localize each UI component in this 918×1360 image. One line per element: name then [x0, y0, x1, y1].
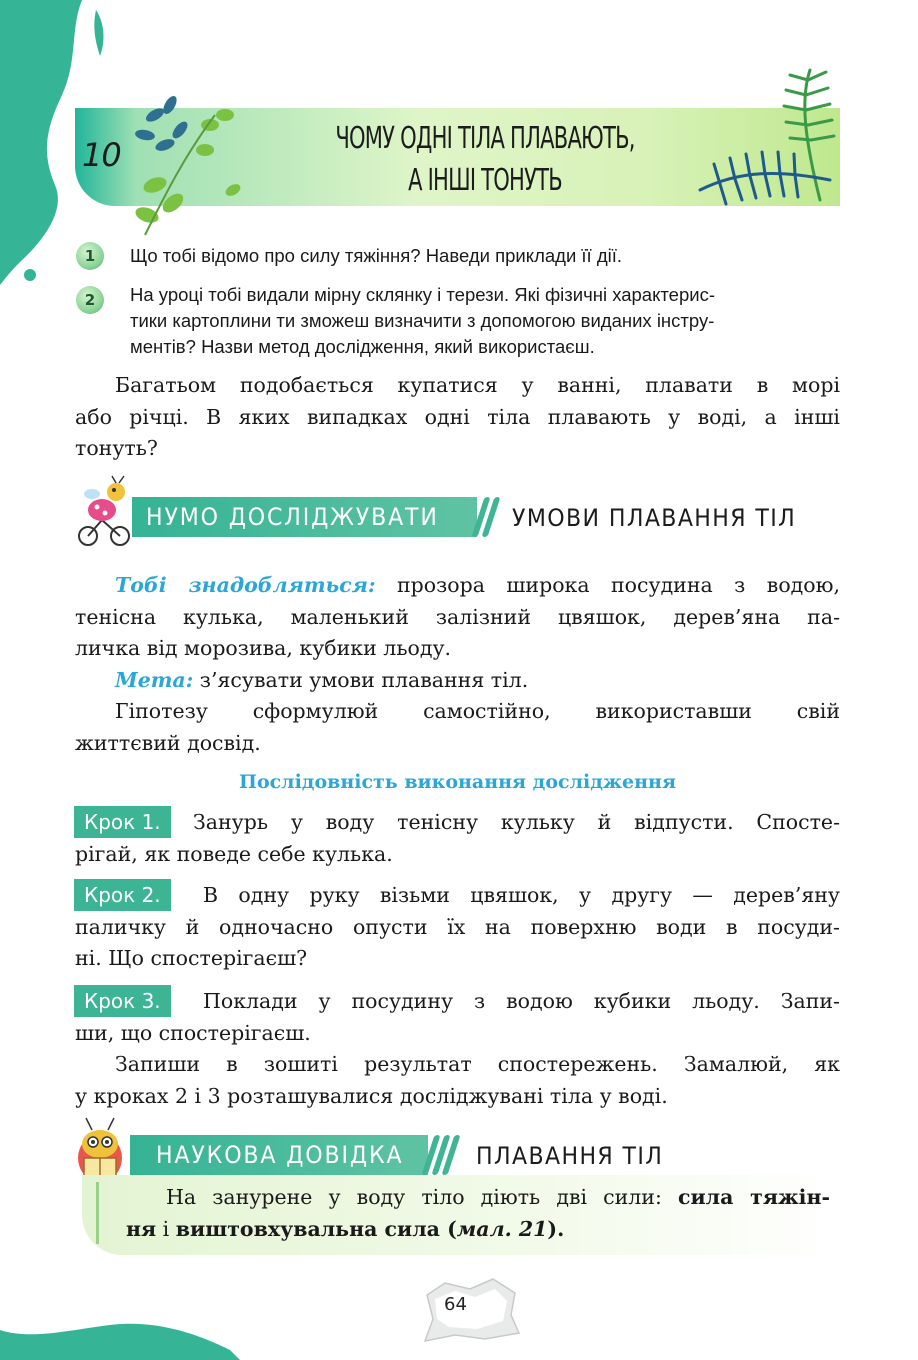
intro-line: тонуть? [75, 436, 158, 460]
needs-line: тенісна кулька, маленький залізний цвяшок, дерев’яна па- [75, 604, 840, 629]
reference-plain: і [156, 1216, 176, 1241]
strip-slashes [478, 497, 498, 541]
step-3-label: Крок 3. [74, 985, 171, 1017]
reference-bold: сила тяжін- [677, 1185, 830, 1209]
needs-paragraph [75, 570, 840, 759]
needs-label: Тобі знадобляться: [115, 573, 376, 597]
reference-plain: ( [439, 1216, 457, 1241]
reference-bold: ня [126, 1216, 157, 1241]
question-2-text [130, 282, 842, 360]
decorative-splash-bottom [0, 1300, 260, 1360]
step-line: ши, що спостерігаєш. [75, 1020, 311, 1045]
intro-paragraph [75, 370, 840, 465]
question-2-line: тики картоплини ти зможеш визначити з допомогою виданих інстру- [130, 310, 715, 331]
leaf-decoration-left [125, 75, 265, 245]
goal-label: Мета: [115, 667, 194, 692]
page-number: 64 [444, 1294, 467, 1315]
record-line: у кроках 2 і 3 розташувалися досліджувані тіла у воді. [75, 1083, 668, 1108]
reference-text [126, 1182, 830, 1245]
step-1-text [75, 807, 840, 870]
step-line: ні. Що спостерігаєш? [75, 946, 308, 970]
needs-line [75, 570, 840, 602]
reference-bold: виштовхувальна сила [175, 1216, 440, 1241]
step-3-text [75, 986, 840, 1112]
step-line: Поклади у посудину з водою кубики льоду. Запи- [203, 989, 840, 1013]
intro-line: або річці. В яких випадках одні тіла плавають у воді, а інші [75, 404, 840, 429]
goal-text: з’ясувати умови плавання тіл. [193, 667, 529, 692]
question-2-line: ментів? Назви метод дослідження, який використаєш. [130, 336, 595, 357]
reference-box-line [96, 1182, 99, 1244]
lesson-title-line-2: А ІНШІ ТОНУТЬ [408, 163, 562, 198]
question-2-line: На уроці тобі видали мірну склянку і терези. Які фізичні характерис- [130, 284, 715, 305]
reference-figure-ref: мал. 21 [456, 1216, 548, 1241]
reference-plain: ). [547, 1216, 565, 1241]
strip-slashes [428, 1135, 458, 1179]
torn-paper-decoration [415, 1275, 525, 1345]
question-badge-1: 1 [76, 242, 104, 270]
step-line: Занурь у воду тенісну кульку й відпусти. Спосте- [193, 810, 840, 834]
question-badge-2: 2 [76, 286, 104, 314]
step-2-text [75, 880, 840, 975]
reference-label: НАУКОВА ДОВІДКА [156, 1141, 404, 1169]
research-topic: УМОВИ ПЛАВАННЯ ТІЛ [512, 504, 797, 532]
research-label: НУМО ДОСЛІДЖУВАТИ [146, 503, 439, 531]
record-line: Запиши в зошиті результат спостережень. Замалюй, як [115, 1052, 840, 1076]
sequence-heading: Послідовність виконання дослідження [239, 771, 676, 793]
fern-decoration-right [690, 60, 840, 210]
needs-line: личка від морозива, кубики льоду. [75, 636, 452, 660]
hypothesis-line: життєвий досвід. [75, 730, 261, 755]
intro-line: Багатьом подобається купатися у ванні, плавати в морі [115, 373, 840, 397]
question-1-text: Що тобі відомо про силу тяжіння? Наведи приклади її дії. [130, 245, 623, 266]
reference-line [126, 1214, 830, 1246]
step-line: рігай, як поведе себе кулька. [75, 841, 393, 866]
reference-topic: ПЛАВАННЯ ТІЛ [476, 1142, 664, 1170]
step-line: В одну руку візьми цвяшок, у другу — дерев’яну [203, 883, 840, 907]
hypothesis-line: Гіпотезу сформулюй самостійно, використавши свій [115, 699, 840, 723]
reference-line [126, 1182, 830, 1214]
lesson-title [302, 118, 669, 202]
goal-line [75, 665, 840, 697]
step-line: паличку й одночасно опусти їх на поверхню води в посуди- [75, 914, 840, 939]
lesson-title-line-1: ЧОМУ ОДНІ ТІЛА ПЛАВАЮТЬ, [335, 121, 635, 156]
step-2-label: Крок 2. [74, 879, 171, 911]
bee-on-bicycle-icon [72, 474, 134, 548]
reference-plain: На занурене у воду тіло діють дві сили: [166, 1185, 678, 1209]
lesson-number: 10 [82, 136, 121, 174]
step-1-label: Крок 1. [74, 806, 171, 838]
needs-text: прозора широка посудина з водою, [375, 573, 840, 597]
